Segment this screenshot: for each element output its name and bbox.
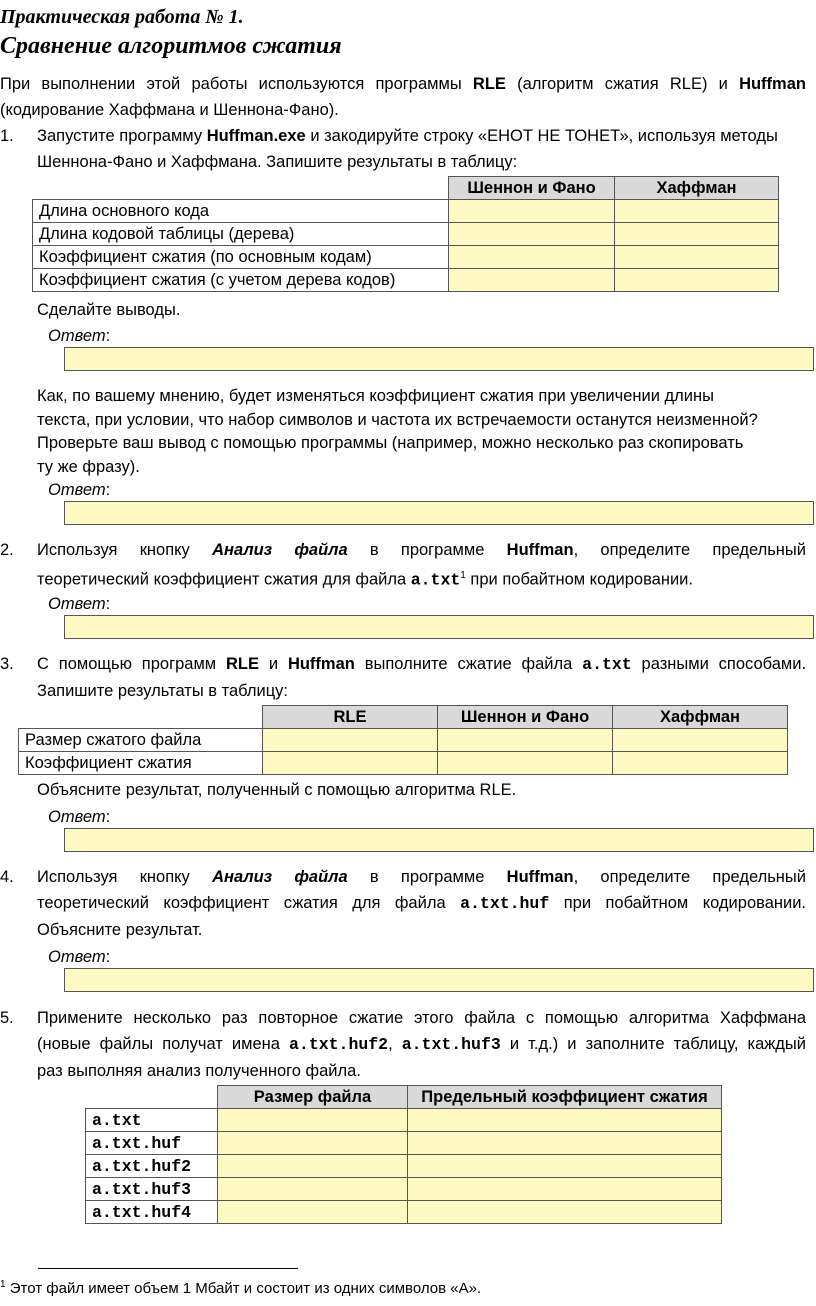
table-row: Коэффициент сжатия (с учетом дерева кодов) [33, 269, 779, 292]
table-row: Длина основного кода [33, 200, 779, 223]
intro-rle: RLE [472, 75, 506, 93]
table-row: Длина кодовой таблицы (дерева) [33, 223, 779, 246]
task-5: 5. Примените несколько раз повторное сжатие этого файла с помощью алгоритма Хаффмана (новые файлы получат имена a.txt.huf2, a.txt.huf3 и т.д.) и заполните таблицу, каждый раз выполняя анализ полученного файла. [0, 1009, 806, 1080]
input-cell[interactable] [615, 223, 779, 246]
task1-question: Как, по вашему мнению, будет изменяться коэффициент сжатия при увеличении длины текста, при условии, что набор символов и частота их встречаемости останутся неизменной? Проверьте ваш вывод с помощью программы (например, можно несколько раз скопировать ту же фразу). [37, 387, 758, 476]
footnote: $^1$ Этот файл имеет объем 1 Мбайт и состоит из одних символов «А». [0, 1279, 482, 1297]
answer-label: Ответ: [48, 948, 111, 966]
input-cell[interactable] [218, 1109, 408, 1132]
table-row: a.txt [86, 1109, 722, 1132]
table-row: a.txt.huf [86, 1132, 722, 1155]
worksheet-label: Практическая работа № 1. [0, 6, 244, 28]
input-cell[interactable] [408, 1109, 722, 1132]
answer-field[interactable] [64, 968, 814, 992]
input-cell[interactable] [449, 200, 615, 223]
table-task5: Размер файла Предельный коэффициент сжатия a.txt a.txt.huf a.txt.huf2 a.txt.huf3 a.txt.huf4 [85, 1085, 722, 1224]
col-header-shannon: Шеннон и Фано [449, 177, 615, 200]
table-row: a.txt.huf4 [86, 1201, 722, 1224]
table-task3: RLE Шеннон и Фано Хаффман Размер сжатого файла Коэффициент сжатия [18, 705, 788, 775]
answer-field[interactable] [64, 615, 814, 639]
table-row: Коэффициент сжатия [19, 752, 788, 775]
task-3: 3. С помощью программ RLE и Huffman выполните сжатие файла a.txt разными способами. Запишите результаты в таблицу: [0, 655, 807, 700]
input-cell[interactable] [449, 246, 615, 269]
table-row: a.txt.huf2 [86, 1155, 722, 1178]
input-cell[interactable] [408, 1178, 722, 1201]
task3-explain: Объясните результат, полученный с помощью алгоритма RLE. [37, 781, 517, 799]
input-cell[interactable] [263, 752, 438, 775]
task-1: 1. Запустите программу Huffman.exe и закодируйте строку «ЕНОТ НЕ ТОНЕТ», используя методы Шеннона-Фано и Хаффмана. Запишите результаты в таблицу: [0, 127, 778, 171]
answer-field[interactable] [64, 501, 814, 525]
input-cell[interactable] [218, 1155, 408, 1178]
col-header-huffman: Хаффман [615, 177, 779, 200]
input-cell[interactable] [613, 729, 788, 752]
answer-label: Ответ: [48, 808, 111, 826]
conclusion-prompt: Сделайте выводы. [37, 301, 181, 319]
task-2: 2. Используя кнопку Анализ файла в программе Huffman, определите предельный теоретический коэффициент сжатия для файла a.txt$^1$ при побайтном кодировании. [0, 541, 806, 590]
input-cell[interactable] [263, 729, 438, 752]
answer-label: Ответ: [48, 327, 111, 345]
input-cell[interactable] [218, 1178, 408, 1201]
input-cell[interactable] [615, 269, 779, 292]
input-cell[interactable] [438, 752, 613, 775]
intro-huffman: Huffman [739, 75, 806, 93]
input-cell[interactable] [218, 1201, 408, 1224]
table-task1 [32, 176, 779, 292]
input-cell[interactable] [613, 752, 788, 775]
input-cell[interactable] [615, 246, 779, 269]
table-row: Коэффициент сжатия (по основным кодам) [33, 246, 779, 269]
input-cell[interactable] [438, 729, 613, 752]
intro-paragraph: При выполнении этой работы используются программы RLE (алгоритм сжатия RLE) и Huffman (кодирование Хаффмана и Шеннона-Фано). [0, 75, 806, 119]
answer-field[interactable] [64, 347, 814, 371]
answer-label: Ответ: [48, 481, 111, 499]
input-cell[interactable] [449, 269, 615, 292]
answer-label: Ответ: [48, 595, 111, 613]
task-4: 4. Используя кнопку Анализ файла в программе Huffman, определите предельный теоретический коэффициент сжатия для файла a.txt.huf при побайтном кодировании. Объясните результат. [0, 868, 807, 939]
input-cell[interactable] [218, 1132, 408, 1155]
input-cell[interactable] [615, 200, 779, 223]
input-cell[interactable] [408, 1132, 722, 1155]
table-row: Размер сжатого файла [19, 729, 788, 752]
input-cell[interactable] [408, 1155, 722, 1178]
footnote-divider [38, 1268, 298, 1269]
table-row: a.txt.huf3 [86, 1178, 722, 1201]
page-title: Сравнение алгоритмов сжатия [0, 33, 342, 59]
input-cell[interactable] [449, 223, 615, 246]
input-cell[interactable] [408, 1201, 722, 1224]
answer-field[interactable] [64, 828, 814, 852]
